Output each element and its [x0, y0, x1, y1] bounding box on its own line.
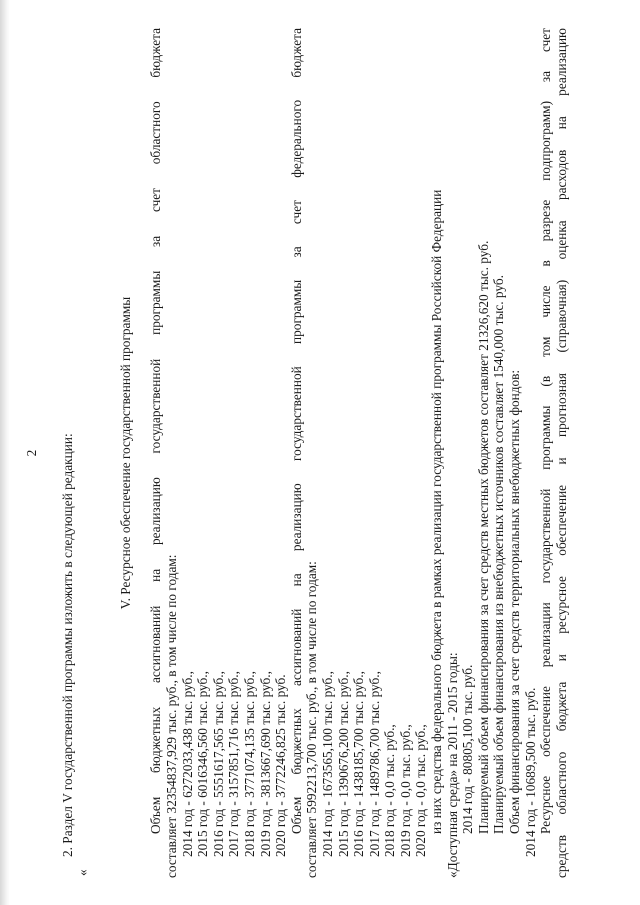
federal-year-2014: 2014 год - 1673565,100 тыс. руб., [319, 671, 335, 857]
quote-mark: « [75, 869, 91, 876]
regional-budget-line-1: Объем бюджетных ассигнований на реализацию государственной программы за счет областного бюджета [148, 28, 164, 834]
regional-year-2019: 2019 год - 3813667,690 тыс. руб., [257, 671, 273, 857]
section-heading: V. Ресурсное обеспечение государственной программы [117, 296, 133, 610]
dostupnaya-sreda-line-2: «Доступная среда» на 2011 - 2015 годы: [444, 652, 460, 878]
rotated-text-block [24, 28, 604, 878]
scan-shadow-edge [0, 0, 10, 905]
dostupnaya-sreda-line-1: из них средства федерального бюджета в рамках реализации государственной программы Российской Федерации [429, 189, 445, 834]
regional-year-2014: 2014 год - 6272033,438 тыс. руб., [179, 671, 195, 857]
federal-budget-line-2: составляет 5992213,700 тыс. руб., в том числе по годам: [304, 561, 320, 878]
federal-year-2016: 2016 год - 1438185,700 тыс. руб., [351, 671, 367, 857]
dostupnaya-sreda-year-2014: 2014 год - 80805,100 тыс. руб. [460, 664, 476, 834]
regional-budget-line-2: составляет 32354837,929 тыс. руб., в том числе по годам: [163, 554, 179, 878]
federal-year-2017: 2017 год - 1489786,700 тыс. руб., [366, 671, 382, 857]
regional-year-2015: 2015 год - 6016346,560 тыс. руб., [195, 671, 211, 857]
spacer [91, 28, 107, 878]
regional-year-2018: 2018 год - 3771074,135 тыс. руб., [241, 671, 257, 857]
regional-year-2020: 2020 год - 3772246,825 тыс. руб. [273, 674, 289, 857]
territorial-funds-line: Объем финансирования за счет средств территориальных внебюджетных фондов: [507, 369, 523, 834]
federal-year-2018: 2018 год - 0,0 тыс. руб., [382, 724, 398, 857]
federal-year-2019: 2019 год - 0,0 тыс. руб., [397, 724, 413, 857]
local-budget-paragraph: Планируемый объем финансирования за счет средств местных бюджетов составляет 21326,620 тыс. руб. [475, 240, 491, 834]
federal-year-2020: 2020 год - 0,0 тыс. руб., [413, 724, 429, 857]
resource-provision-line-2: средств областного бюджета и ресурсное обеспечение и прогнозная (справочная) оценка расходов на реализацию [553, 28, 569, 878]
regional-year-2016: 2016 год - 5551617,565 тыс. руб., [210, 671, 226, 857]
intro-paragraph: 2. Раздел V государственной программы изложить в следующей редакции: [59, 433, 75, 857]
federal-year-2015: 2015 год - 1390676,200 тыс. руб., [335, 671, 351, 857]
resource-provision-line-1: Ресурсное обеспечение реализации государственной программы (в том числе в разрезе подпрограмм) за счет [538, 28, 554, 834]
federal-budget-line-1: Объем бюджетных ассигнований на реализацию государственной программы за счет федерального бюджета [288, 28, 304, 834]
offbudget-paragraph: Планируемый объем финансирования из внебюджетных источников составляет 1540,000 тыс. руб. [491, 275, 507, 834]
territorial-funds-year-2014: 2014 год - 10689,500 тыс. руб. [522, 687, 538, 857]
regional-year-2017: 2017 год - 3157851,716 тыс. руб., [226, 671, 242, 857]
page-number: 2 [24, 449, 39, 457]
